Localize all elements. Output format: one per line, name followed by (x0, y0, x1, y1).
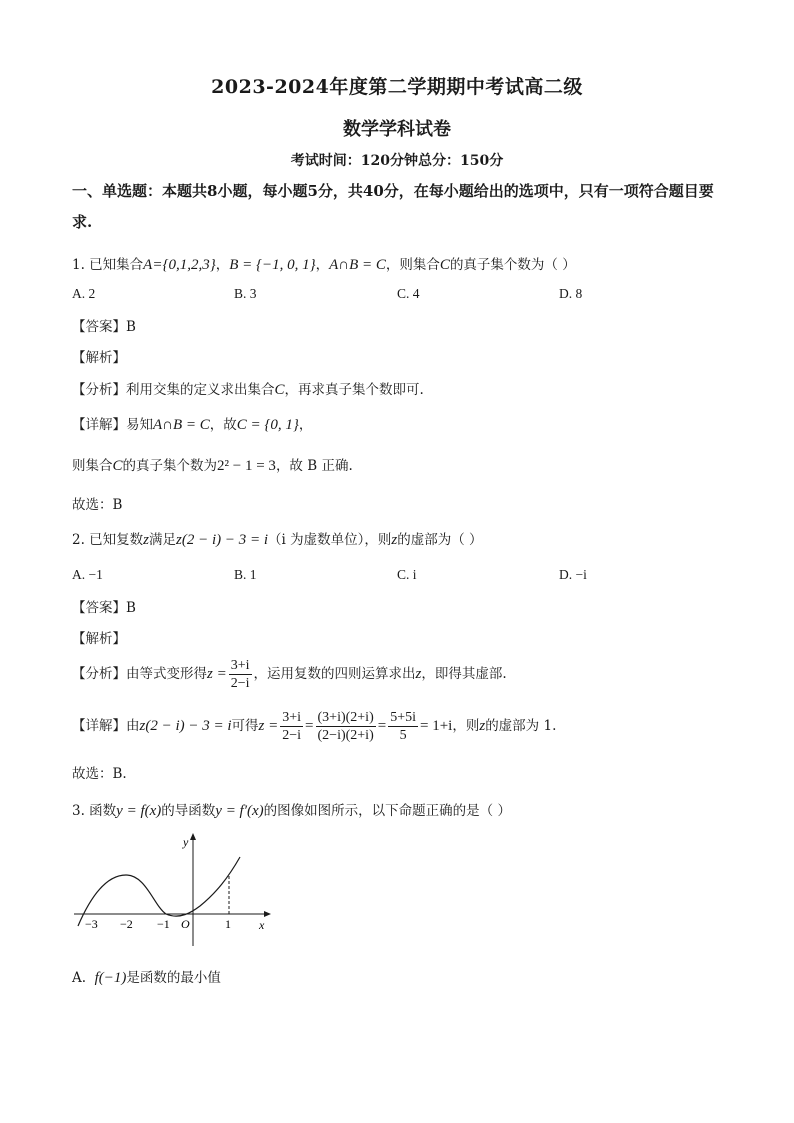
q1-fenxi (72, 380, 424, 400)
fenxi-z: z = (207, 666, 227, 682)
line2-post: ，故 B 正确. (275, 458, 353, 474)
option-a-label: A. (72, 970, 87, 986)
tick-label-neg1: −1 (157, 917, 170, 931)
equals-sign: = (377, 718, 387, 734)
q2-equation: z(2 − i) − 3 = i (176, 532, 269, 548)
fraction-numerator: 3+i (282, 710, 302, 725)
derivative-curve (78, 857, 240, 926)
equals-sign: = (305, 718, 314, 734)
line2-expr: 2² − 1 = 3 (217, 458, 276, 474)
q3-func1: y = f(x) (116, 803, 162, 819)
line2-mid: 的真子集个数为 (122, 458, 218, 474)
q1-answer (72, 317, 136, 337)
xiangjie-mid: 可得 (231, 718, 259, 734)
q1-line2 (72, 456, 353, 476)
fenxi-fraction (229, 657, 252, 692)
fenxi-post1: ，运用复数的四则运算求出 (253, 666, 416, 682)
q3-prefix: 3. 函数 (72, 803, 117, 819)
fraction-denominator: (2−i)(2+i) (317, 728, 374, 743)
fenxi-post2: ，即得其虚部. (421, 666, 507, 682)
q1-suffix: 的真子集个数为（ ） (449, 257, 576, 273)
xiangjie-pre: 易知 (126, 417, 153, 433)
x-axis-label: x (259, 918, 265, 932)
q1-option-a: A. 2 (72, 286, 96, 301)
tick-label-neg2: −2 (120, 917, 133, 931)
derivative-graph (68, 830, 278, 954)
fraction-3 (388, 709, 418, 744)
q1-sep1: ， (215, 257, 230, 273)
q1-sep2: ， (315, 257, 330, 273)
q2-var-z2: z (391, 532, 398, 548)
fenxi-var: C (274, 382, 285, 398)
x-axis-arrow-icon (264, 911, 271, 917)
section-heading: 一、单选题：本题共8小题，每小题5分，共40分，在每小题给出的选项中，只有一项符合题目要求. (72, 182, 714, 231)
q2-xiangjie (72, 706, 556, 746)
xiangjie-z: z = (258, 718, 279, 734)
fraction-denominator: 2−i (230, 676, 250, 691)
fenxi-pre: 利用交集的定义求出集合 (126, 382, 275, 398)
fraction-denominator: 5 (399, 728, 407, 743)
fenxi-post: ，再求真子集个数即可. (284, 382, 424, 398)
fenxi-z2: z (415, 666, 422, 682)
q2-option-d: D. −i (559, 567, 587, 582)
xiangjie-eq: z(2 − i) − 3 = i (139, 718, 232, 734)
tick-label-1: 1 (225, 917, 231, 931)
q3-mid: 的导函数 (161, 803, 216, 819)
xiangjie-pre: 由 (126, 718, 140, 734)
q1-suffix-pre: ，则集合 (385, 257, 440, 273)
fraction-1 (280, 709, 303, 744)
xiangjie-post2: 的虚部为 1. (485, 718, 557, 734)
xiangjie-z2: z (479, 718, 486, 734)
q1-option-d: D. 8 (559, 286, 583, 301)
origin-label: O (181, 917, 190, 931)
q3-stem (72, 801, 511, 821)
q1-xiangjie (72, 415, 312, 435)
q2-prefix: 2. 已知复数 (72, 532, 144, 548)
q3-func2: y = f′(x) (215, 803, 264, 819)
exam-info: 考试时间：120分钟总分：150分 (290, 153, 504, 169)
q2-stem (72, 530, 483, 550)
line2-pre: 则集合 (72, 458, 113, 474)
page-subtitle: 数学学科试卷 (343, 119, 451, 140)
q2-var-z: z (143, 532, 150, 548)
q1-intersection: A∩B = C (329, 257, 386, 273)
q1-set-b: B = {−1, 0, 1} (229, 257, 316, 273)
q3-suffix: 的图像如图所示，以下命题正确的是（ ） (263, 803, 511, 819)
q1-option-c: C. 4 (397, 286, 420, 301)
q2-answer (72, 598, 136, 618)
q1-set-c: C (439, 257, 450, 273)
q2-option-a: A. −1 (72, 567, 103, 582)
xiangjie-label: 【详解】 (72, 417, 126, 433)
q2-option-c: C. i (397, 567, 417, 582)
q1-stem (72, 255, 576, 275)
q1-analysis-label: 【解析】 (72, 350, 126, 366)
result: = 1+i (420, 718, 453, 734)
q1-conclusion: 故选：B (72, 497, 123, 513)
xiangjie-expr2: C = {0, 1} (236, 417, 299, 433)
xiangjie-post1: ，则 (452, 718, 480, 734)
fraction-numerator: 3+i (230, 658, 250, 673)
q2-mid1: 满足 (149, 532, 177, 548)
xiangjie-mid: ，故 (209, 417, 237, 433)
fraction-denominator: 2−i (282, 728, 302, 743)
q1-prefix: 1. 已知集合 (72, 257, 144, 273)
fraction-numerator: 5+5i (390, 710, 416, 725)
xiangjie-label: 【详解】 (72, 718, 126, 734)
q2-paren: （i 为虚数单位），则 (268, 532, 392, 548)
xiangjie-expr1: A∩B = C (153, 417, 210, 433)
answer-label: 【答案】 (72, 319, 126, 335)
q2-conclusion: 故选：B. (72, 766, 127, 782)
y-axis-arrow-icon (190, 833, 196, 840)
fenxi-label: 【分析】 (72, 666, 126, 682)
page-title: 2023-2024年度第二学期期中考试高二级 (211, 76, 583, 98)
tick-label-neg3: −3 (85, 917, 98, 931)
line2-var: C (112, 458, 123, 474)
fenxi-pre: 由等式变形得 (126, 666, 207, 682)
answer-label: 【答案】 (72, 600, 126, 616)
option-a-text: 是函数的最小值 (126, 970, 221, 986)
answer-value: B (126, 319, 136, 335)
q2-fenxi (72, 654, 507, 694)
option-a-expr: f(−1) (94, 970, 127, 986)
q2-suffix: 的虚部为（ ） (397, 532, 483, 548)
answer-value: B (126, 600, 136, 616)
xiangjie-post: ， (298, 417, 313, 433)
q1-option-b: B. 3 (234, 286, 257, 301)
fraction-numerator: (3+i)(2+i) (317, 710, 374, 725)
q3-option-a (72, 968, 221, 988)
y-axis-label: y (183, 835, 189, 849)
q1-set-a: A={0,1,2,3} (143, 257, 216, 273)
fraction-2 (316, 709, 376, 744)
q2-analysis-label: 【解析】 (72, 631, 126, 647)
fenxi-label: 【分析】 (72, 382, 126, 398)
q2-option-b: B. 1 (234, 567, 257, 582)
